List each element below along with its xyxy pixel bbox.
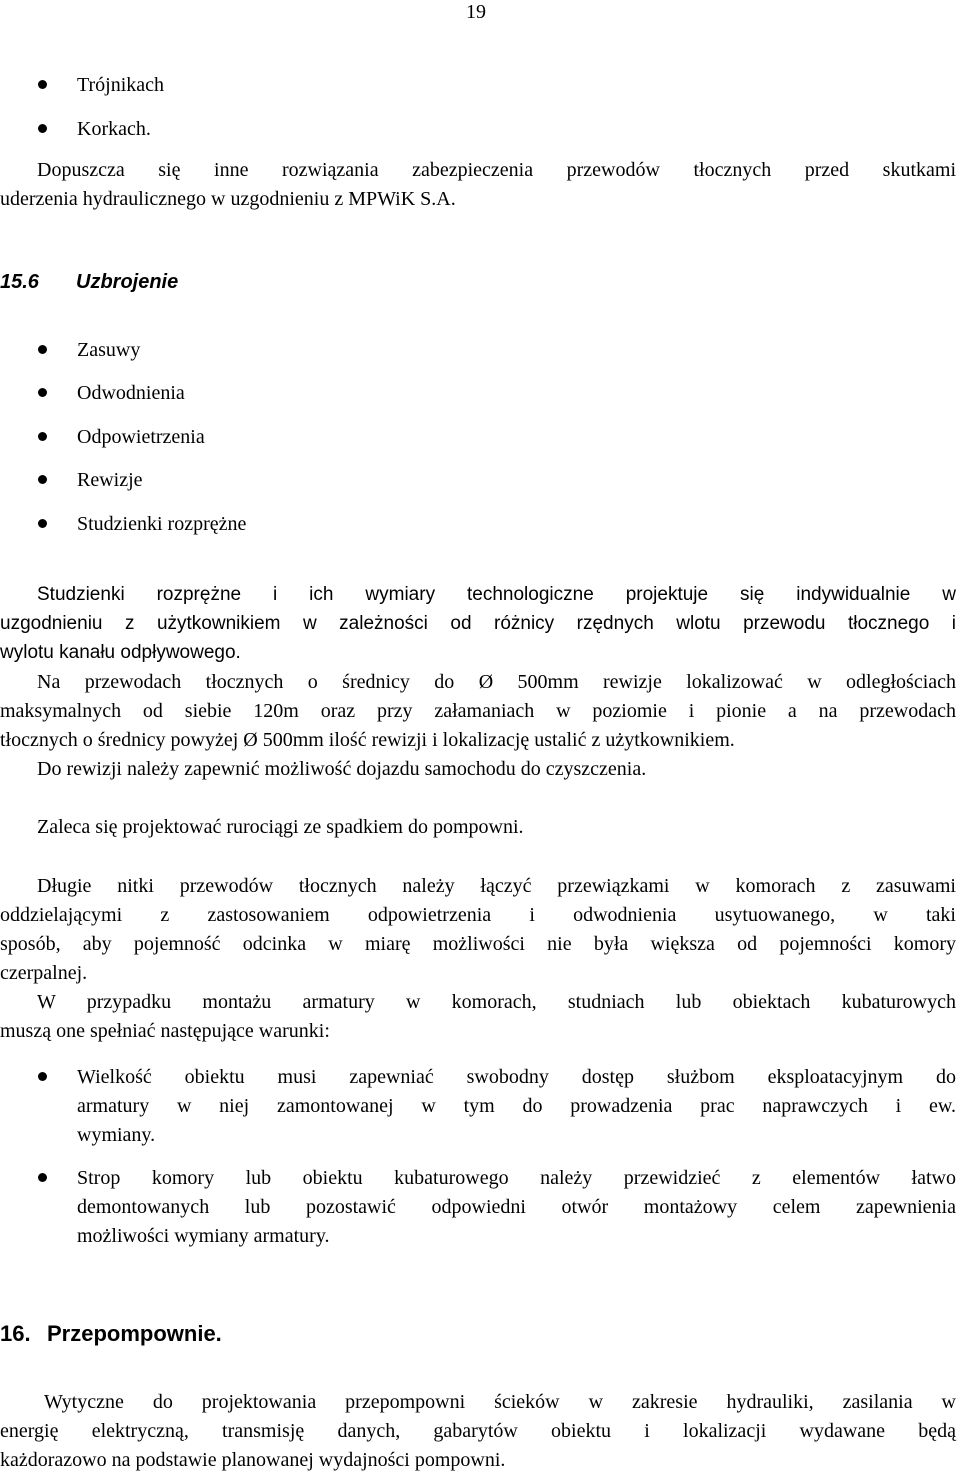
- text-line: Do rewizji należy zapewnić możliwość dojazdu samochodu do czyszczenia.: [37, 758, 647, 780]
- page-number: 19: [466, 1, 486, 23]
- bullet-icon: [38, 388, 47, 397]
- list-item-text: Rewizje: [77, 469, 143, 491]
- bullet-icon: [38, 80, 47, 89]
- text-line: Wielkość obiektu musi zapewniać swobodny dostęp służbom eksploatacyjnym do: [77, 1066, 956, 1088]
- text-line: maksymalnych od siebie 120m oraz przy załamaniach w poziomie i pionie a na przewodach: [0, 700, 956, 722]
- bullet-icon: [38, 432, 47, 441]
- text-line: uzgodnieniu z użytkownikiem w zależności od różnicy rzędnych wlotu przewodu tłocznego i: [0, 613, 956, 634]
- section-heading-15-6: [0, 268, 178, 296]
- text-line: muszą one spełniać następujące warunki:: [0, 1020, 330, 1042]
- list-item-text: Korkach.: [77, 118, 151, 140]
- list-item-text: Trójnikach: [77, 74, 165, 96]
- text-line: armatury w niej zamontowanej w tym do prowadzenia prac naprawczych i ew.: [77, 1095, 956, 1117]
- text-line: oddzielającymi z zastosowaniem odpowietrzenia i odwodnienia usytuowanego, w taki: [0, 904, 956, 926]
- text-line: Na przewodach tłocznych o średnicy do Ø 500mm rewizje lokalizować w odległościach: [37, 671, 956, 693]
- text-line: uderzenia hydraulicznego w uzgodnieniu z MPWiK S.A.: [0, 188, 456, 210]
- text-line: tłocznych o średnicy powyżej Ø 500mm ilość rewizji i lokalizację ustalić z użytkownikiem.: [0, 729, 735, 751]
- text-line: W przypadku montażu armatury w komorach, studniach lub obiektach kubaturowych: [37, 991, 956, 1013]
- text-line: każdorazowo na podstawie planowanej wydajności pompowni.: [0, 1449, 506, 1471]
- list-item-text: Odpowietrzenia: [77, 426, 205, 448]
- paragraph-spadek: Zaleca się projektować rurociągi ze spadkiem do pompowni.: [37, 816, 524, 838]
- bullet-icon: [38, 475, 47, 484]
- section-heading-16: [0, 1319, 222, 1349]
- text-line: Długie nitki przewodów tłocznych należy łączyć przewiązkami w komorach z zasuwami: [37, 875, 956, 897]
- list-item-text: Odwodnienia: [77, 382, 185, 404]
- text-line: możliwości wymiany armatury.: [77, 1225, 330, 1247]
- list-item-text: Zasuwy: [77, 339, 141, 361]
- text-line: Wytyczne do projektowania przepompowni ścieków w zakresie hydrauliki, zasilania w: [44, 1391, 956, 1413]
- text-line: wylotu kanału odpływowego.: [0, 642, 241, 663]
- bullet-icon: [38, 345, 47, 354]
- bullet-icon: [38, 1173, 47, 1182]
- text-line: wymiany.: [77, 1124, 156, 1146]
- section-number: 15.6: [0, 271, 39, 293]
- section-title: Uzbrojenie: [76, 271, 179, 293]
- text-line: Studzienki rozprężne i ich wymiary technologiczne projektuje się indywidualnie w: [37, 584, 956, 605]
- list-item-text: Studzienki rozprężne: [77, 513, 247, 535]
- text-line: Dopuszcza się inne rozwiązania zabezpieczenia przewodów tłocznych przed skutkami: [37, 159, 956, 181]
- text-line: Strop komory lub obiektu kubaturowego należy przewidzieć z elementów łatwo: [77, 1167, 956, 1189]
- bullet-icon: [38, 1072, 47, 1081]
- bullet-icon: [38, 124, 47, 133]
- text-line: sposób, aby pojemność odcinka w miarę możliwości nie była większa od pojemności komory: [0, 933, 956, 955]
- text-line: demontowanych lub pozostawić odpowiedni otwór montażowy celem zapewnienia: [77, 1196, 956, 1218]
- text-line: energię elektryczną, transmisję danych, gabarytów obiektu i lokalizacji wydawane będą: [0, 1420, 956, 1442]
- section-title: Przepompownie.: [47, 1321, 222, 1346]
- text-line: czerpalnej.: [0, 962, 88, 984]
- section-number: 16.: [0, 1321, 31, 1346]
- bullet-icon: [38, 519, 47, 528]
